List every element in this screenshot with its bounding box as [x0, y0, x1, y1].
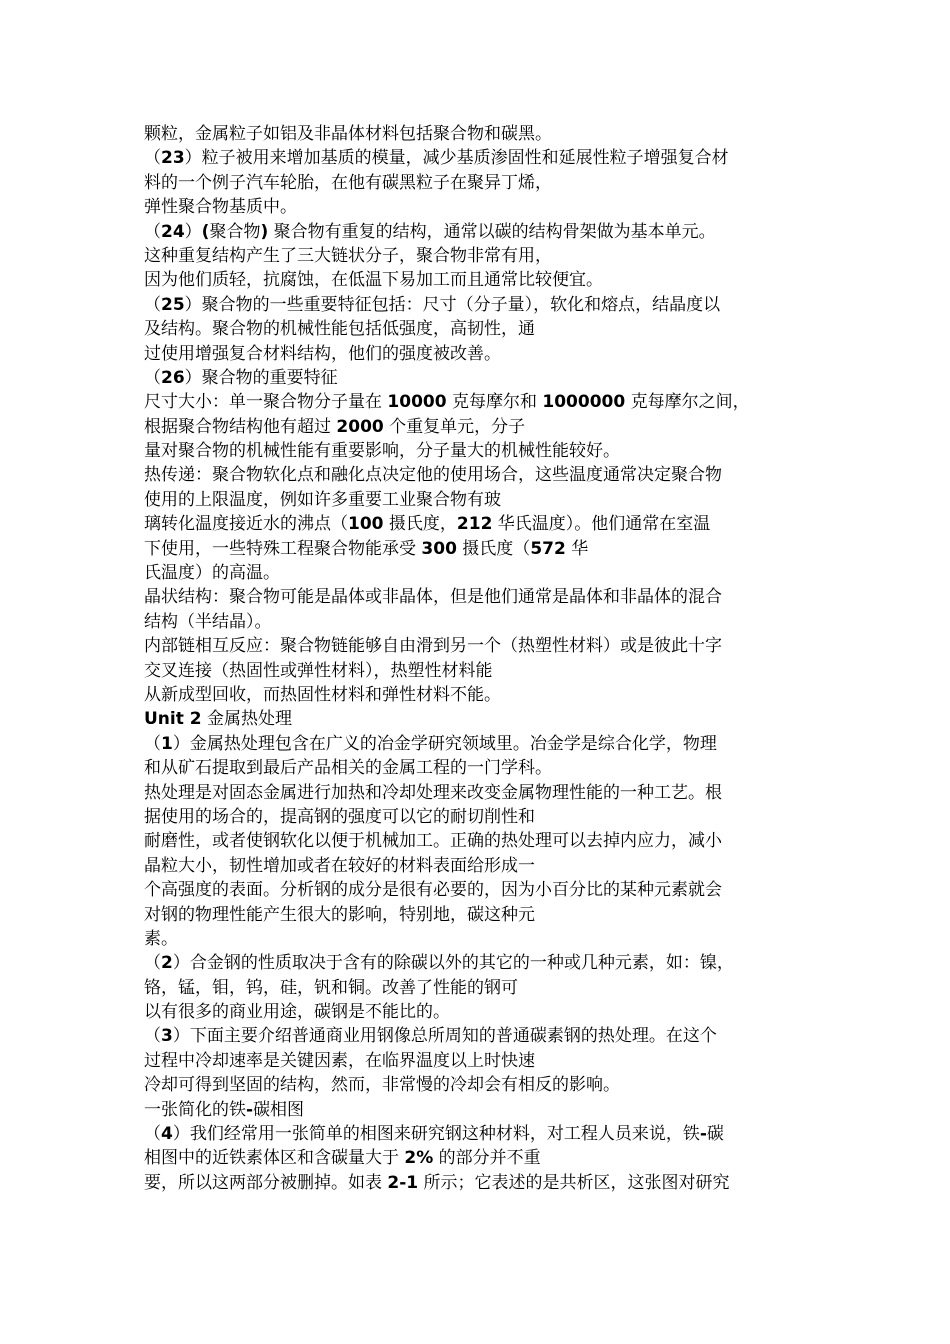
- text-line: 过程中冷却速率是关键因素，在临界温度以上时快速: [144, 1050, 535, 1071]
- text-line: 交叉连接（热固性或弹性材料），热塑性材料能: [144, 660, 493, 681]
- text-line: 一张简化的铁-碳相图: [144, 1099, 305, 1120]
- text-line: 使用的上限温度，例如许多重要工业聚合物有玻: [144, 489, 501, 510]
- text-line: 相图中的近铁素体区和含碳量大于 2% 的部分并不重: [144, 1148, 541, 1169]
- text-line: 个高强度的表面。分析钢的成分是很有必要的，因为小百分比的某种元素就会: [144, 880, 722, 901]
- text-line: 过使用增强复合材料结构，他们的强度被改善。: [144, 343, 501, 364]
- text-line: 冷却可得到坚固的结构，然而，非常慢的冷却会有相反的影响。: [144, 1075, 620, 1096]
- text-line: 结构（半结晶）。: [144, 611, 272, 632]
- document-page: [144, 122, 824, 1195]
- text-line: 据使用的场合的，提高钢的强度可以它的耐切削性和: [144, 806, 535, 827]
- text-line: 素。: [144, 928, 178, 949]
- text-line: 对钢的物理性能产生很大的影响，特别地，碳这种元: [144, 904, 535, 925]
- text-line: 量对聚合物的机械性能有重要影响，分子量大的机械性能较好。: [144, 441, 620, 462]
- text-line: （26）聚合物的重要特征: [144, 367, 338, 388]
- text-line: 耐磨性，或者使钢软化以便于机械加工。正确的热处理可以去掉内应力，减小: [144, 831, 722, 852]
- text-line: （1）金属热处理包含在广义的冶金学研究领域里。冶金学是综合化学，物理: [144, 733, 717, 754]
- text-line: 颗粒，金属粒子如铝及非晶体材料包括聚合物和碳黑。: [144, 124, 552, 144]
- text-line: （2）合金钢的性质取决于含有的除碳以外的其它的一种或几种元素，如：镍，: [144, 953, 734, 974]
- text-line: 下使用，一些特殊工程聚合物能承受 300 摄氏度（572 华: [144, 538, 589, 559]
- text-line: 根据聚合物结构他有超过 2000 个重复单元，分子: [144, 416, 526, 437]
- text-line: （24）(聚合物) 聚合物有重复的结构，通常以碳的结构骨架做为基本单元。: [144, 221, 716, 242]
- text-line: Unit 2 金属热处理: [144, 709, 293, 730]
- text-line: 和从矿石提取到最后产品相关的金属工程的一门学科。: [144, 758, 552, 779]
- text-line: 弹性聚合物基质中。: [144, 197, 297, 218]
- text-line: 以有很多的商业用途，碳钢是不能比的。: [144, 1002, 450, 1023]
- text-line: 内部链相互反应：聚合物链能够自由滑到另一个（热塑性材料）或是彼此十字: [144, 636, 722, 657]
- text-line: 因为他们质轻，抗腐蚀，在低温下易加工而且通常比较便宜。: [144, 270, 603, 291]
- text-line: 热处理是对固态金属进行加热和冷却处理来改变金属物理性能的一种工艺。根: [144, 782, 722, 803]
- text-line: 料的一个例子汽车轮胎，在他有碳黑粒子在聚异丁烯，: [144, 172, 552, 193]
- text-line: 氏温度）的高温。: [144, 563, 280, 584]
- text-line: 热传递：聚合物软化点和融化点决定他的使用场合，这些温度通常决定聚合物: [144, 465, 722, 486]
- text-line: （4）我们经常用一张简单的相图来研究钢这种材料，对工程人员来说，铁-碳: [144, 1124, 724, 1145]
- text-line: 璃转化温度接近水的沸点（100 摄氏度，212 华氏温度）。他们通常在室温: [144, 514, 711, 535]
- text-line: 晶状结构：聚合物可能是晶体或非晶体，但是他们通常是晶体和非晶体的混合: [144, 587, 722, 608]
- text-line: 从新成型回收，而热固性材料和弹性材料不能。: [144, 684, 501, 705]
- text-line: 及结构。聚合物的机械性能包括低强度，高韧性，通: [144, 319, 535, 340]
- text-line: 要，所以这两部分被删掉。如表 2-1 所示；它表述的是共析区，这张图对研究: [144, 1172, 730, 1193]
- text-line: 铬，锰，钼，钨，硅，钒和铜。改善了性能的钢可: [144, 977, 518, 998]
- text-line: 这种重复结构产生了三大链状分子，聚合物非常有用，: [144, 245, 552, 266]
- text-line: （3）下面主要介绍普通商业用钢像总所周知的普通碳素钢的热处理。在这个: [144, 1026, 717, 1047]
- text-line: 尺寸大小：单一聚合物分子量在 10000 克每摩尔和 1000000 克每摩尔之间，: [144, 392, 750, 413]
- text-line: （23）粒子被用来增加基质的模量，减少基质渗固性和延展性粒子增强复合材: [144, 148, 729, 169]
- text-line: （25）聚合物的一些重要特征包括：尺寸（分子量），软化和熔点，结晶度以: [144, 294, 721, 315]
- text-line: 晶粒大小，韧性增加或者在较好的材料表面给形成一: [144, 855, 535, 876]
